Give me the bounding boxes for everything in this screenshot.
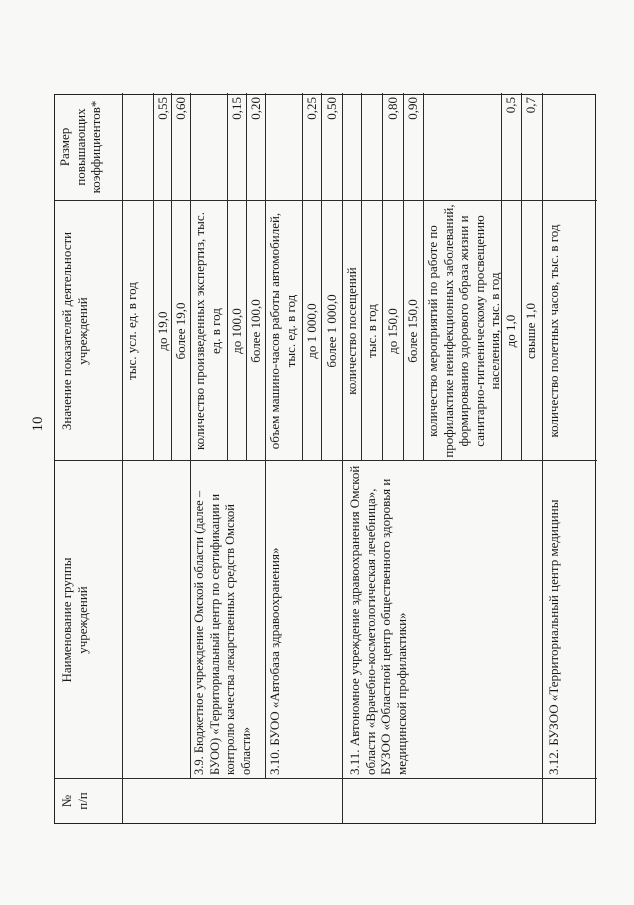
- header-coef: Размер повышающих коэффициентов*: [57, 100, 103, 194]
- row-line: [171, 93, 172, 461]
- row-line: [342, 93, 343, 823]
- coef-cell: 0,5: [503, 97, 518, 114]
- indicator-cell: более 100,0: [248, 299, 263, 363]
- indicator-cell: до 1,0: [503, 314, 518, 348]
- indicator-cell: тыс. усл. ед. в год: [124, 282, 139, 380]
- coef-cell: 0,55: [155, 97, 170, 120]
- coefficients-table: [54, 94, 596, 824]
- row-line: [423, 93, 424, 461]
- header-indicator: Значение показателей деятельности учреждений: [59, 231, 90, 431]
- header-num: № п/п: [59, 792, 90, 810]
- coef-cell: 0,50: [324, 97, 339, 120]
- indicator-cell: количество произведенных экспертиз, тыс. ед. в год: [192, 212, 223, 450]
- coef-cell: 0,7: [523, 97, 538, 114]
- header-group: Наименование группы учреждений: [59, 557, 90, 683]
- indicator-cell: более 19,0: [173, 302, 188, 360]
- indicator-cell: до 150,0: [385, 308, 400, 354]
- row-line: [265, 93, 266, 779]
- row-line: [246, 93, 247, 461]
- page-number: 10: [30, 416, 46, 432]
- group-3-10-name: 3.10. БУОО «Автобаза здравоохранения»: [267, 547, 282, 775]
- coef-cell: 0,80: [385, 97, 400, 120]
- header-divider: [122, 93, 123, 823]
- row-line: [542, 93, 543, 823]
- indicator-cell: более 150,0: [405, 299, 420, 363]
- row-line: [302, 93, 303, 461]
- group-3-12-name: 3.12. БУЗОО «Территориальный центр медицины: [546, 499, 561, 775]
- indicator-cell: объем машино-часов работы автомобилей, тыс. ед. в год: [267, 212, 298, 450]
- indicator-cell: количество посещений: [344, 267, 359, 395]
- row-line: [321, 93, 322, 461]
- indicator-cell: свыше 1,0: [523, 303, 538, 359]
- coef-cell: 0,60: [173, 97, 188, 120]
- row-line: [521, 93, 522, 461]
- group-3-9-name: 3.9. Бюджетное учреждение Омской области (далее – БУОО) «Территориальный центр по сертификации и контролю качества лекарственных средств Омской области»: [192, 490, 253, 775]
- indicator-cell: более 1 000,0: [324, 294, 339, 368]
- coef-cell: 0,20: [248, 97, 263, 120]
- row-line: [153, 93, 154, 461]
- indicator-cell: количество полетных часов, тыс. в год: [546, 224, 561, 438]
- indicator-cell: количество мероприятий по работе по профилактике неинфекционных заболеваний, формированию здорового образа жизни и санитарно-гигиеническому просвещению населения, тыс. в год: [425, 204, 502, 458]
- indicator-cell: до 1 000,0: [304, 303, 319, 359]
- indicator-cell: до 100,0: [229, 308, 244, 354]
- rotated-page: [54, 94, 596, 824]
- coef-cell: 0,90: [405, 97, 420, 120]
- coef-cell: 0,25: [304, 97, 319, 120]
- indicator-cell: тыс. в год: [364, 304, 379, 358]
- group-3-11-name: 3.11. Автономное учреждение здравоохранения Омской области «Врачебно-косметологическая лечебница», БУЗОО «Областной центр общественного здоровья и медицинской профилактики»: [347, 465, 409, 775]
- coef-cell: 0,15: [229, 97, 244, 120]
- row-line: [361, 93, 362, 461]
- col-divider-1: [55, 778, 597, 779]
- indicator-cell: до 19,0: [155, 311, 170, 351]
- row-line: [190, 93, 191, 779]
- row-line: [403, 93, 404, 461]
- row-line: [382, 93, 383, 461]
- row-line: [227, 93, 228, 461]
